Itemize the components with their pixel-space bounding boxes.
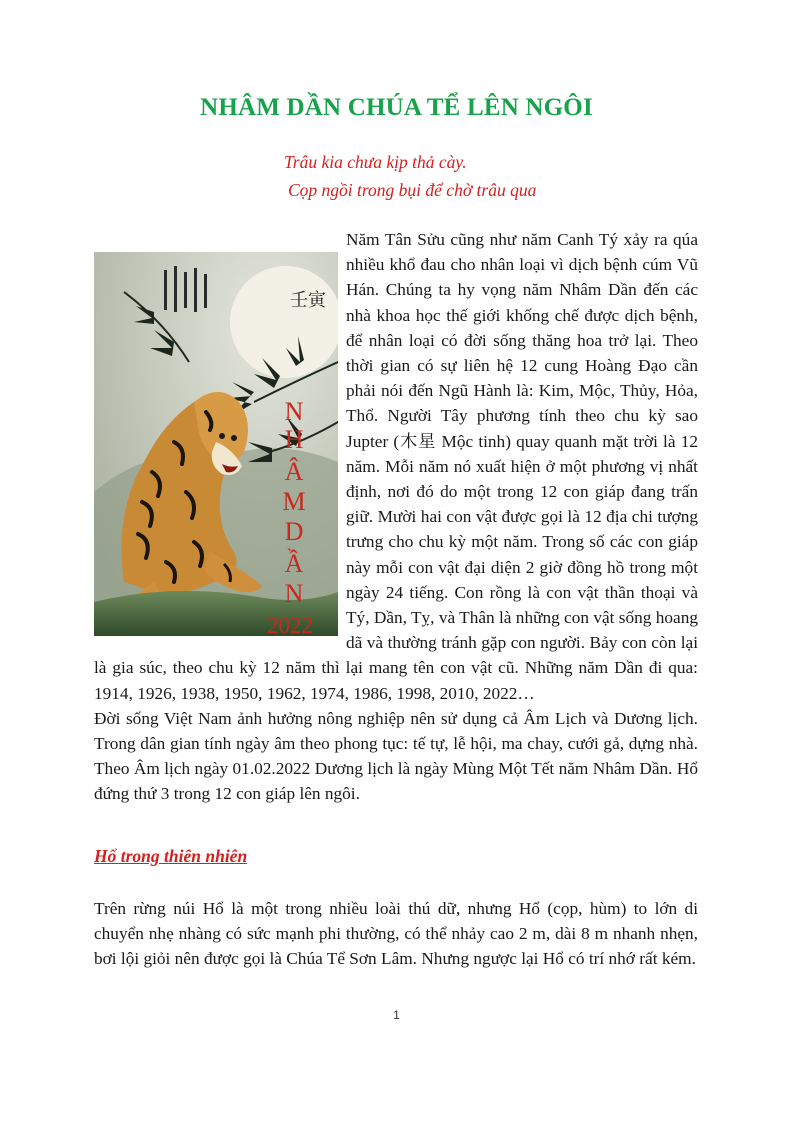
letter-a: Â: [284, 457, 304, 486]
letter-n2: N: [284, 579, 304, 608]
letter-n1: N: [284, 397, 304, 426]
intro-text: [94, 227, 698, 807]
verse-line-2: Cọp ngồi trong bụi để chờ trâu qua: [288, 180, 537, 200]
calligraphy-characters: 壬寅: [290, 290, 326, 311]
document-title: NHÂM DẦN CHÚA TỂ LÊN NGÔI: [200, 94, 593, 121]
verse-line-1: Trâu kia chưa kịp thả cày.: [284, 152, 467, 172]
section-paragraph: Trên rừng núi Hổ là một trong nhiều loài thú dữ, nhưng Hổ (cọp, hùm) to lớn di chuyển nhẹ nhàng có sức mạnh phi thường, có thể nhảy cao 2 m, dài 8 m nhanh nhẹn, bơi lội giỏi nên được gọi là Chúa Tể Sơn Lâm. Nhưng ngược lại Hổ có trí nhớ rất kém.: [94, 899, 698, 969]
letter-a2: Ầ: [284, 549, 304, 578]
letter-d: D: [284, 517, 304, 546]
moon: [230, 266, 338, 378]
page-number: 1: [393, 1008, 400, 1022]
tiger-painting: [94, 252, 338, 636]
letter-h: H: [284, 425, 304, 454]
paragraph-2: Đời sống Việt Nam ảnh hưởng nông nghiệp nên sử dụng cả Âm Lịch và Dương lịch. Trong dân gian tính ngày âm theo phong tục: tế tự, lễ hội, ma chay, cưới gả, dựng nhà. Theo Âm lịch ngày 01.02.2022 Dương lịch là ngày Mùng Một Tết năm Nhâm Dần. Hổ đứng thứ 3 trong 12 con giáp lên ngôi.: [94, 708, 698, 804]
paragraph-1: Năm Tân Sửu cũng như năm Canh Tý xảy ra qúa nhiều khổ đau cho nhân loại vì dịch bệnh cúm Vũ Hán. Chúng ta hy vọng năm Nhâm Dần đến các nhà khoa học thế giới khống chế được dịch bệnh, để nhân loại có đời sống thăng hoa trở lại. Theo thời gian có sự liên hệ 12 cung Hoàng Đạo cần phải nói đến Ngũ Hành là: Kim, Mộc, Thủy, Hỏa, Thổ. Người Tây phương tính theo chu kỳ sao Jupter (木星 Mộc tinh) quay quanh mặt trời là 12 năm. Mỗi năm nó xuất hiện ở một phương vị nhất định, nơi đó do một trong 12 con giáp đang trấn giữ. Mười hai con vật được gọi là 12 địa chi tượng trưng cho chu kỳ một năm. Trong số các con giáp này mỗi con vật đại diện 2 giờ đồng hồ trong một ngày 24 tiếng. Con rồng là con vật thần thoại và Tý, Dần, Tỵ, và Thân là những con vật sống hoang dã và thường tránh gặp con người. Bảy con còn lại là gia súc, theo chu kỳ 12 năm thì lại mang tên con vật cũ. Những năm Dần đi qua: 1914, 1926, 1938, 1950, 1962, 1974, 1986, 1998, 2010, 2022…: [94, 230, 698, 703]
year-2022: 2022: [267, 613, 313, 636]
tiger-painting-svg: [94, 252, 338, 636]
letter-m: M: [282, 487, 306, 516]
section-heading: Hổ trong thiên nhiên: [94, 846, 248, 866]
